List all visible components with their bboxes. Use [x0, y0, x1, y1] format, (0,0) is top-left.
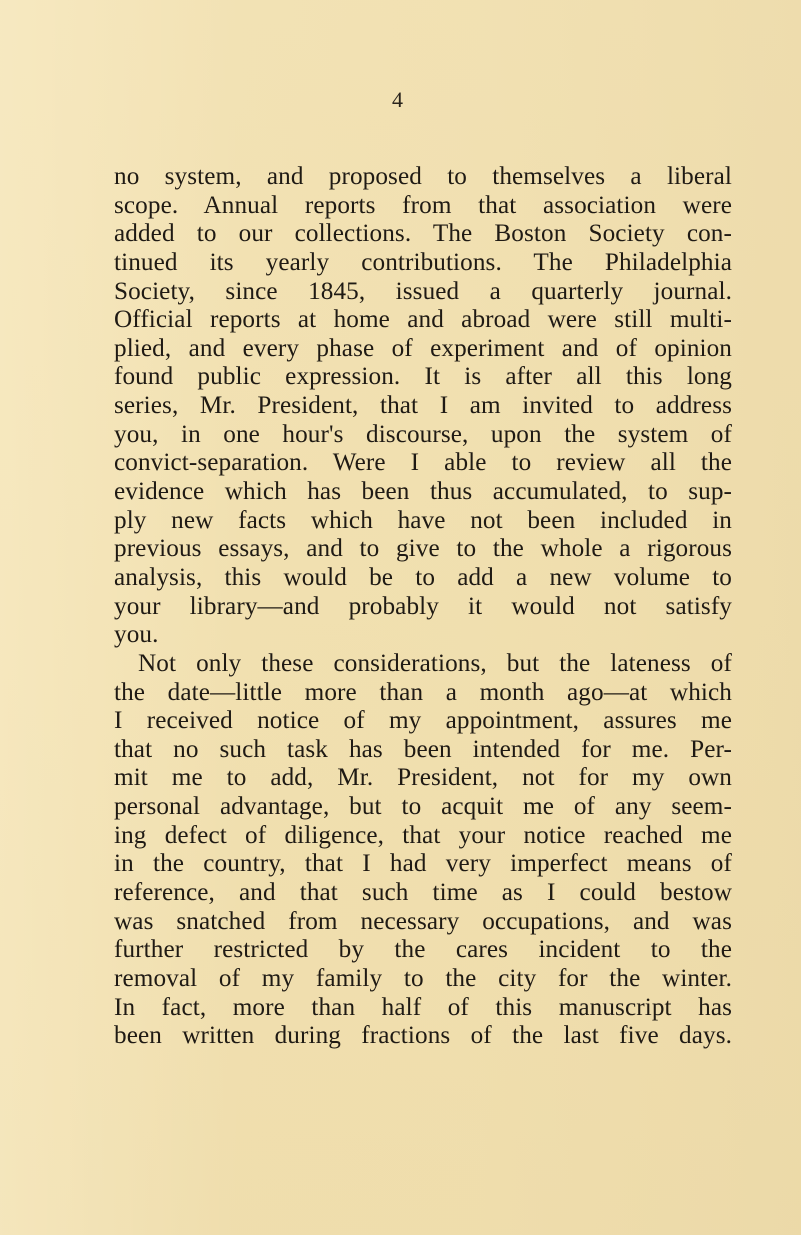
text-line: in the country, that I had very imperfect means of	[114, 850, 732, 878]
text-line: mit me to add, Mr. President, not for my own	[114, 764, 732, 792]
text-line: previous essays, and to give to the whole a rigorous	[114, 535, 732, 563]
paragraph-1	[114, 163, 732, 650]
text-line: In fact, more than half of this manuscript has	[114, 993, 732, 1021]
text-line: removal of my family to the city for the winter.	[114, 964, 732, 992]
text-line: ing defect of diligence, that your notice reached me	[114, 821, 732, 849]
text-line: you.	[114, 621, 159, 649]
text-line: added to our collections. The Boston Society con-	[114, 220, 732, 248]
text-line: ply new facts which have not been included in	[114, 506, 732, 534]
text-line: the date—little more than a month ago—at which	[114, 678, 732, 706]
text-line: series, Mr. President, that I am invited to address	[114, 392, 732, 420]
text-line: been written during fractions of the last five days.	[114, 1022, 732, 1050]
text-line: reference, and that such time as I could bestow	[114, 879, 732, 907]
text-line: scope. Annual reports from that association were	[114, 191, 732, 219]
text-line: plied, and every phase of experiment and of opinion	[114, 334, 732, 362]
text-line: personal advantage, but to acquit me of any seem-	[114, 793, 732, 821]
text-line: Society, since 1845, issued a quarterly journal.	[114, 277, 732, 305]
text-line: I received notice of my appointment, assures me	[114, 707, 732, 735]
text-line: found public expression. It is after all this long	[114, 363, 732, 391]
text-line: no system, and proposed to themselves a liberal	[114, 163, 732, 190]
text-line: Official reports at home and abroad were still multi-	[114, 306, 732, 334]
text-line: was snatched from necessary occupations, and was	[114, 907, 732, 935]
page-number: 4	[392, 87, 403, 112]
text-line: convict-separation. Were I able to review all the	[114, 449, 732, 477]
text-line: evidence which has been thus accumulated, to sup-	[114, 478, 732, 506]
text-line: tinued its yearly contributions. The Philadelphia	[114, 248, 732, 276]
paragraph-2	[114, 650, 732, 1051]
text-line: Not only these considerations, but the lateness of	[138, 649, 732, 677]
text-line: that no such task has been intended for me. Per-	[114, 735, 732, 763]
text-line: you, in one hour's discourse, upon the system of	[114, 420, 732, 448]
text-line: your library—and probably it would not satisfy	[114, 592, 732, 620]
body-text	[114, 163, 732, 1051]
text-line: analysis, this would be to add a new volume to	[114, 563, 732, 591]
text-line: further restricted by the cares incident to the	[114, 936, 732, 964]
